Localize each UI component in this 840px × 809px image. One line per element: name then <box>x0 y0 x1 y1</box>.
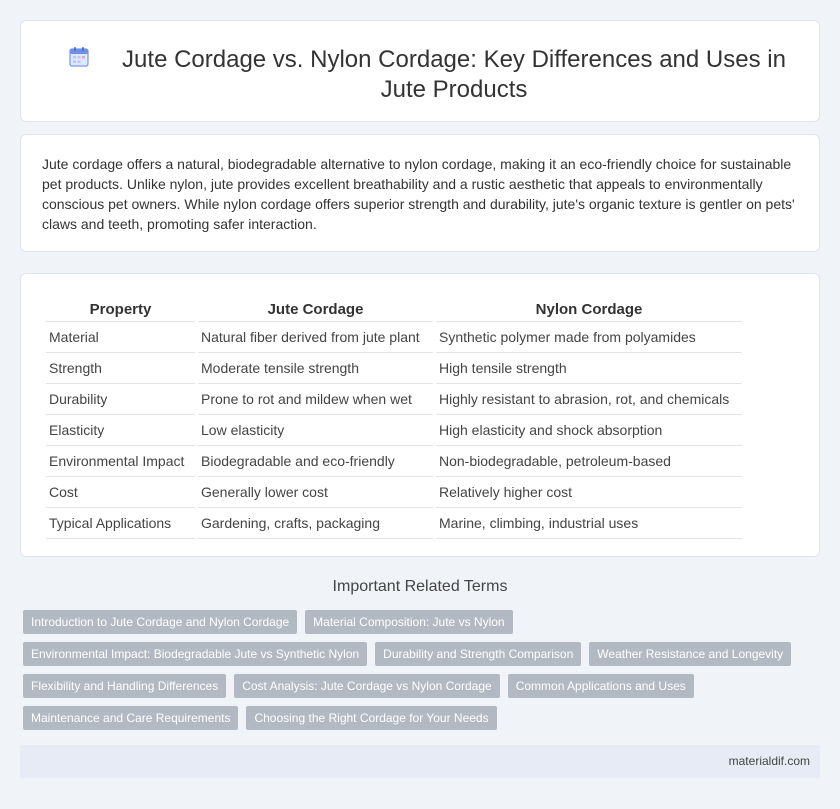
table-cell-jute: Biodegradable and eco-friendly <box>198 446 433 477</box>
page-title: Jute Cordage vs. Nylon Cordage: Key Differences and Uses in Jute Products <box>122 46 786 103</box>
table-cell-property: Environmental Impact <box>46 446 195 477</box>
footer <box>20 745 820 778</box>
table-cell-property: Cost <box>46 477 195 508</box>
table-row <box>46 508 742 539</box>
table-cell-nylon: Marine, climbing, industrial uses <box>436 508 742 539</box>
related-term-tag[interactable]: Cost Analysis: Jute Cordage vs Nylon Cordage <box>234 674 499 698</box>
related-term-tag[interactable]: Flexibility and Handling Differences <box>23 674 226 698</box>
title-card <box>20 20 820 122</box>
related-term-tag[interactable]: Choosing the Right Cordage for Your Needs <box>246 706 496 730</box>
related-term-tag[interactable]: Common Applications and Uses <box>508 674 694 698</box>
table-cell-nylon: Relatively higher cost <box>436 477 742 508</box>
table-cell-property: Elasticity <box>46 415 195 446</box>
table-header-row <box>46 297 742 322</box>
table-cell-nylon: High elasticity and shock absorption <box>436 415 742 446</box>
related-term-tag[interactable]: Maintenance and Care Requirements <box>23 706 238 730</box>
table-cell-nylon: Non-biodegradable, petroleum-based <box>436 446 742 477</box>
table-cell-jute: Prone to rot and mildew when wet <box>198 384 433 415</box>
related-term-tag[interactable]: Introduction to Jute Cordage and Nylon Cordage <box>23 610 297 634</box>
table-row <box>46 477 742 508</box>
related-term-tag[interactable]: Environmental Impact: Biodegradable Jute vs Synthetic Nylon <box>23 642 367 666</box>
calendar-icon <box>67 45 91 69</box>
table-cell-nylon: Highly resistant to abrasion, rot, and chemicals <box>436 384 742 415</box>
table-cell-property: Typical Applications <box>46 508 195 539</box>
table-cell-property: Durability <box>46 384 195 415</box>
table-cell-jute: Gardening, crafts, packaging <box>198 508 433 539</box>
comparison-table <box>43 297 745 539</box>
table-cell-jute: Moderate tensile strength <box>198 353 433 384</box>
table-cell-jute: Low elasticity <box>198 415 433 446</box>
table-cell-jute: Generally lower cost <box>198 477 433 508</box>
table-row <box>46 384 742 415</box>
column-header-nylon: Nylon Cordage <box>436 297 742 322</box>
table-cell-property: Material <box>46 322 195 353</box>
table-cell-nylon: Synthetic polymer made from polyamides <box>436 322 742 353</box>
table-row <box>46 353 742 384</box>
table-row <box>46 322 742 353</box>
intro-card <box>20 134 820 252</box>
table-cell-jute: Natural fiber derived from jute plant <box>198 322 433 353</box>
table-cell-property: Strength <box>46 353 195 384</box>
related-terms-list <box>23 610 813 730</box>
table-row <box>46 415 742 446</box>
table-row <box>46 446 742 477</box>
related-term-tag[interactable]: Durability and Strength Comparison <box>375 642 581 666</box>
column-header-property: Property <box>46 297 195 322</box>
comparison-table-card <box>20 273 820 557</box>
footer-site-link[interactable]: materialdif.com <box>728 754 810 768</box>
intro-paragraph: Jute cordage offers a natural, biodegradable alternative to nylon cordage, making it an eco-friendly choice for sustainable pet products. Unlike nylon, jute provides excellent breathability and a rustic aesthetic that appeals to environmentally conscious pet owners. While nylon cordage offers superior strength and durability, jute's organic texture is gentler on pets' claws and teeth, promoting safer interaction. <box>42 156 795 232</box>
related-terms-heading: Important Related Terms <box>332 578 508 595</box>
table-cell-nylon: High tensile strength <box>436 353 742 384</box>
related-term-tag[interactable]: Material Composition: Jute vs Nylon <box>305 610 512 634</box>
column-header-jute: Jute Cordage <box>198 297 433 322</box>
related-term-tag[interactable]: Weather Resistance and Longevity <box>589 642 791 666</box>
